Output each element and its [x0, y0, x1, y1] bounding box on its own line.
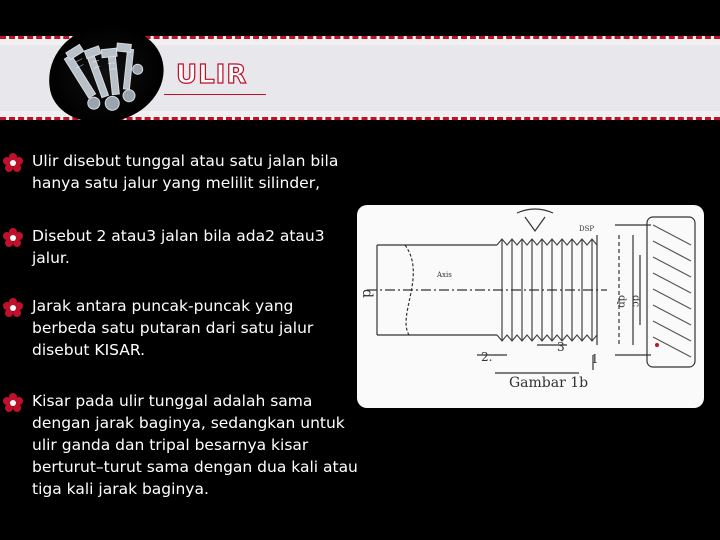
- label-num-1: 1: [591, 352, 599, 366]
- label-num-3: 3: [557, 340, 565, 354]
- label-d: d: [359, 289, 375, 298]
- label-dc: dc: [630, 295, 641, 308]
- bullet-text: Jarak antara puncak-puncak yang berbeda satu putaran dari satu jalur disebut KISAR.: [32, 297, 314, 359]
- label-axis: Axis: [437, 271, 452, 279]
- label-dsp: DSP: [579, 225, 595, 233]
- bullet-item: [32, 295, 362, 361]
- bullet-item: [32, 225, 362, 269]
- title-underline: [164, 94, 266, 95]
- bullet-text: Disebut 2 atau3 jalan bila ada2 atau3 jalur.: [32, 227, 325, 267]
- label-num-2: 2.: [481, 350, 493, 364]
- thread-drawing: [357, 205, 704, 408]
- thread-diagram: [357, 205, 704, 408]
- bullet-item: [32, 390, 362, 500]
- flower-bullet-icon: [2, 297, 24, 319]
- figure-caption: Gambar 1b: [509, 375, 589, 391]
- flower-bullet-icon: [2, 392, 24, 414]
- flower-bullet-icon: [2, 227, 24, 249]
- slide-title: ULIR: [176, 60, 248, 90]
- flower-bullet-icon: [2, 152, 24, 174]
- label-dp: dp: [616, 295, 627, 308]
- bullet-text: Kisar pada ulir tunggal adalah sama dengan jarak baginya, sedangkan untuk ulir ganda dan tripal besarnya kisar berturut–turut sama dengan dua kali atau tiga kali jarak baginya.: [32, 392, 358, 498]
- bullet-text: Ulir disebut tunggal atau satu jalan bila hanya satu jalur yang melilit silinder,: [32, 152, 339, 192]
- bullet-item: [32, 150, 362, 194]
